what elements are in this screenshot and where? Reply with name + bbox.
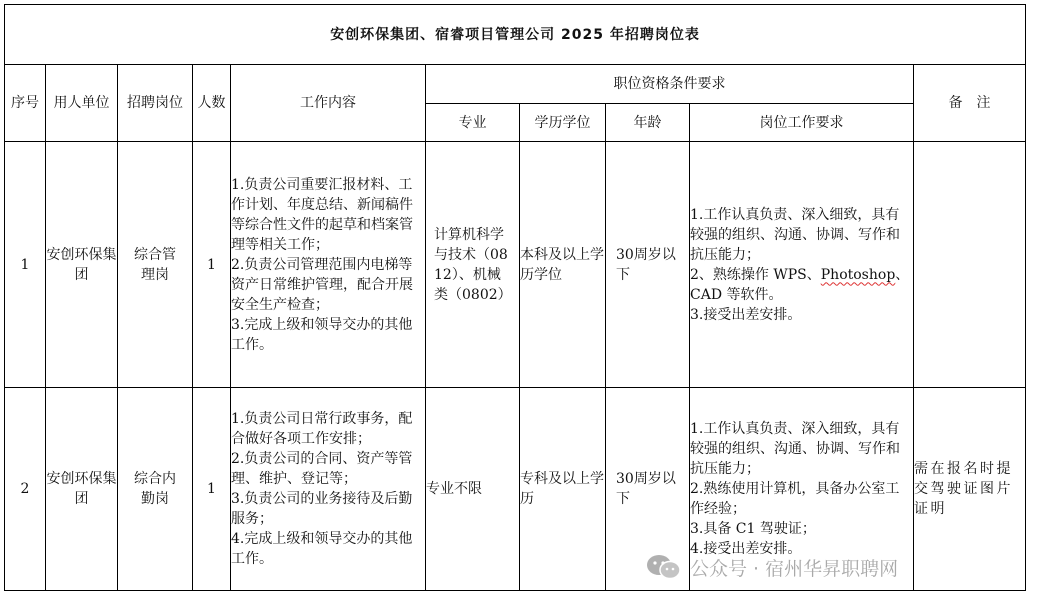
header-education: 学历学位	[520, 104, 606, 142]
table-row	[5, 142, 1026, 388]
recruitment-table	[4, 4, 1026, 591]
cell-position: 综合管理岗	[118, 142, 193, 388]
header-age: 年龄	[606, 104, 690, 142]
wechat-official-account-icon	[644, 553, 684, 581]
cell-seq: 2	[5, 388, 46, 591]
cell-job-requirements	[690, 142, 914, 388]
header-major: 专业	[426, 104, 520, 142]
requirement-item: 2.熟练使用计算机，具备办公室工作经验；	[690, 481, 900, 517]
job-content-item: 1.负责公司重要汇报材料、工作计划、年度总结、新闻稿件等综合性文件的起草和档案管理等相关工作；	[231, 176, 413, 253]
cell-employer: 安创环保集团	[46, 142, 118, 388]
cell-count: 1	[193, 388, 231, 591]
watermark-text: 公众号 · 宿州华昇职聘网	[690, 557, 899, 580]
requirement-item: 4.接受出差安排。	[690, 541, 802, 557]
cell-count: 1	[193, 142, 231, 388]
requirement-item: 3.接受出差安排。	[690, 306, 802, 323]
job-content-item: 4.完成上级和领导交办的其他工作。	[231, 531, 413, 567]
cell-education: 专科及以上学历	[520, 388, 606, 591]
cell-age: 30周岁以下	[606, 388, 690, 591]
cell-education: 本科及以上学历学位	[520, 142, 606, 388]
header-job-requirements: 岗位工作要求	[690, 104, 914, 142]
job-content-item: 2.负责公司管理范围内电梯等资产日常维护管理，配合开展安全生产检查；	[231, 256, 413, 313]
job-content-item: 3.负责公司的业务接待及后勤服务；	[231, 491, 413, 527]
job-content-item: 3.完成上级和领导交办的其他工作。	[231, 316, 413, 353]
header-seq: 序号	[5, 65, 46, 142]
requirement-item: 1.工作认真负责、深入细致，具有较强的组织、沟通、协调、写作和抗压能力；	[690, 421, 900, 477]
cell-position: 综合内勤岗	[118, 388, 193, 591]
requirement-text: 、CAD 等软件。	[690, 266, 910, 303]
cell-employer: 安创环保集团	[46, 388, 118, 591]
header-remarks: 备 注	[914, 65, 1026, 142]
cell-major: 专业不限	[426, 388, 520, 591]
job-content-item: 2.负责公司的合同、资产等管理、维护、登记等；	[231, 451, 413, 487]
watermark	[644, 552, 898, 582]
spellcheck-underlined-word: Photoshop	[820, 266, 896, 283]
header-count: 人数	[193, 65, 231, 142]
header-job-content: 工作内容	[231, 65, 426, 142]
requirement-item: 3.具备 C1 驾驶证；	[690, 521, 816, 537]
requirement-item: 1.工作认真负责、深入细致，具有较强的组织、沟通、协调、写作和抗压能力；	[690, 206, 900, 263]
job-content-item: 1.负责公司日常行政事务，配合做好各项工作安排；	[231, 411, 413, 447]
cell-age: 30周岁以下	[606, 142, 690, 388]
page-title: 安创环保集团、宿睿项目管理公司 2025 年招聘岗位表	[5, 5, 1026, 65]
header-position: 招聘岗位	[118, 65, 193, 142]
requirement-item	[690, 265, 913, 305]
cell-remarks: 需在报名时提交驾驶证图片证明	[914, 388, 1026, 591]
cell-job-content	[231, 388, 426, 591]
cell-job-content	[231, 142, 426, 388]
header-qualification-group: 职位资格条件要求	[426, 65, 914, 104]
cell-major: 计算机科学与技术（0812）、机械类（0802）	[426, 142, 520, 388]
requirement-text: 2、熟练操作 WPS、	[690, 266, 821, 283]
header-employer: 用人单位	[46, 65, 118, 142]
cell-remarks	[914, 142, 1026, 388]
cell-seq: 1	[5, 142, 46, 388]
